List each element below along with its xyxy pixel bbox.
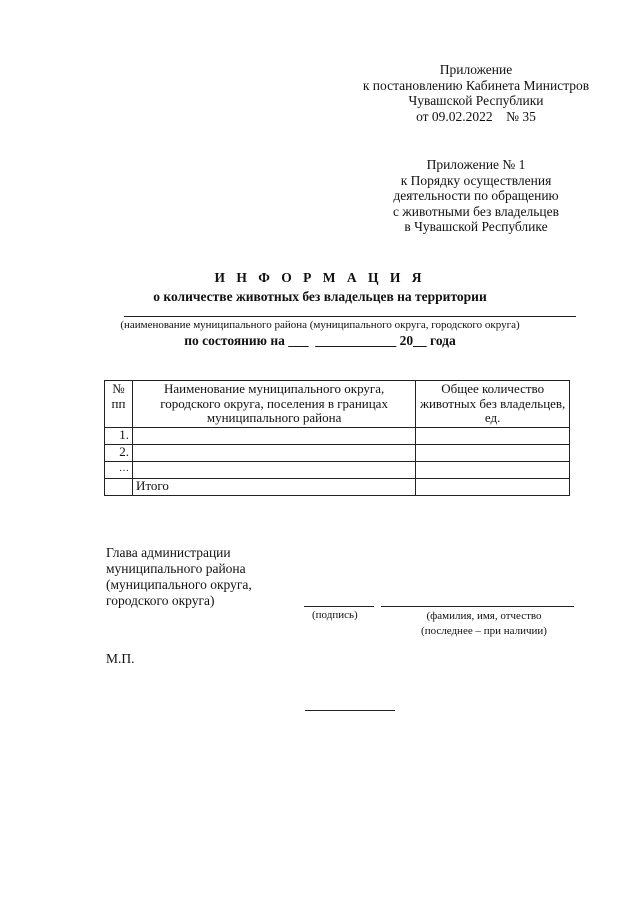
row-number: …: [105, 461, 133, 478]
row-count: [416, 427, 570, 444]
full-name-caption: [404, 609, 564, 639]
appendix-line: Приложение № 1: [426, 157, 526, 172]
row-number: 1.: [105, 427, 133, 444]
header-number: № пп: [105, 381, 133, 428]
signature-line: [304, 606, 374, 607]
appendix-line: Чувашской Республики: [408, 93, 544, 108]
row-count: [416, 461, 570, 478]
table-header-row: [105, 381, 570, 428]
header-count: Общее количество животных без владельцев, ед.: [416, 381, 570, 428]
footer-line: [305, 710, 395, 711]
position-line: муниципального района: [106, 561, 246, 576]
table-row: [105, 427, 570, 444]
appendix-line: деятельности по обращению: [393, 188, 559, 203]
table-row: [105, 461, 570, 478]
territory-name-line: [124, 316, 576, 317]
total-number-cell: [105, 478, 133, 495]
signatory-position: [106, 545, 252, 609]
position-line: Глава администрации: [106, 545, 231, 560]
appendix-order-header: [370, 157, 582, 235]
signature-caption: (подпись): [312, 609, 358, 621]
appendix-line: к постановлению Кабинета Министров: [362, 77, 590, 93]
appendix-line: с животными без владельцев: [393, 203, 559, 219]
territory-caption: (наименование муниципального района (муниципального округа, городского округа): [120, 319, 520, 331]
position-line: (муниципального округа,: [106, 577, 252, 592]
position-line: городского округа): [106, 593, 215, 608]
appendix-line: в Чувашской Республике: [404, 219, 548, 234]
full-name-caption-line: (последнее – при наличии): [421, 625, 547, 637]
total-label: Итого: [132, 478, 415, 495]
total-count-cell: [416, 478, 570, 495]
appendix-line: к Порядку осуществления: [400, 172, 552, 188]
row-name: [132, 461, 415, 478]
full-name-line: [381, 606, 574, 607]
row-name: [132, 427, 415, 444]
full-name-caption-line: (фамилия, имя, отчество: [426, 610, 542, 622]
appendix-line: Приложение: [439, 62, 513, 77]
table-row: [105, 444, 570, 461]
appendix-header: [355, 62, 597, 124]
animals-table: [104, 380, 570, 496]
table-total-row: [105, 478, 570, 495]
row-number: 2.: [105, 444, 133, 461]
document-subtitle: о количестве животных без владельцев на территории: [153, 289, 487, 304]
appendix-date: от 09.02.2022 № 35: [416, 108, 536, 124]
date-line: по состоянию на ___ ____________ 20__ года: [184, 333, 456, 348]
document-title: И Н Ф О Р М А Ц И Я: [214, 270, 426, 285]
stamp-place: М.П.: [106, 651, 135, 666]
row-name: [132, 444, 415, 461]
row-count: [416, 444, 570, 461]
header-name: Наименование муниципального округа, городского округа, поселения в границах муниципального района: [132, 381, 415, 428]
